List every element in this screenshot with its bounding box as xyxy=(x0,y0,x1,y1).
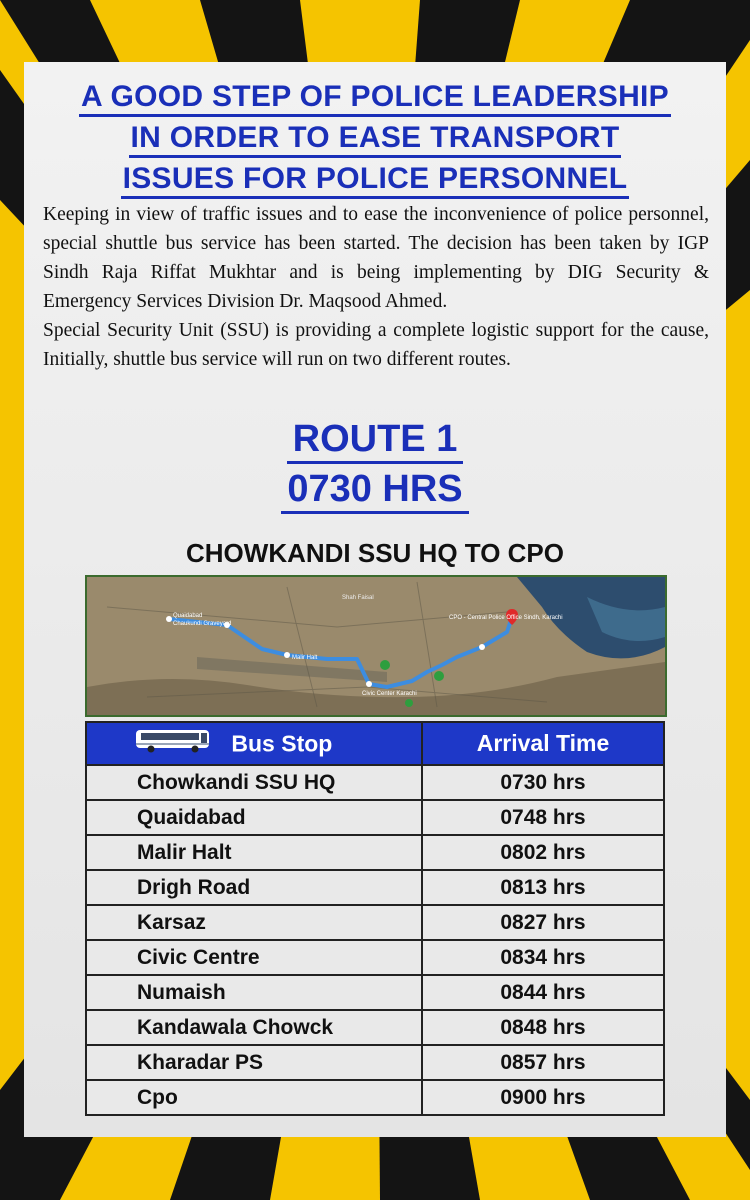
stop-name: Chowkandi SSU HQ xyxy=(86,765,422,800)
bus-icon xyxy=(135,728,211,760)
table-row xyxy=(86,835,664,870)
headline-line-3: ISSUES FOR POLICE PERSONNEL xyxy=(121,162,630,199)
header-bus-stop xyxy=(86,722,422,765)
intro-paragraph-2: Special Security Unit (SSU) is providing a complete logistic support for the cause, Initially, shuttle bus service will run on two different routes. xyxy=(43,320,709,370)
map-label-malir: Malir Halt xyxy=(292,655,318,661)
arrival-time: 0748 hrs xyxy=(422,800,664,835)
headline-line-1: A GOOD STEP OF POLICE LEADERSHIP xyxy=(79,80,671,117)
arrival-time: 0834 hrs xyxy=(422,940,664,975)
table-row xyxy=(86,800,664,835)
arrival-time: 0730 hrs xyxy=(422,765,664,800)
table-row xyxy=(86,870,664,905)
content-panel xyxy=(24,62,726,1137)
stop-name: Quaidabad xyxy=(86,800,422,835)
table-row xyxy=(86,1080,664,1115)
stop-name: Drigh Road xyxy=(86,870,422,905)
stop-name: Civic Centre xyxy=(86,940,422,975)
bus-schedule-table xyxy=(85,721,665,1116)
stop-name: Karsaz xyxy=(86,905,422,940)
arrival-time: 0844 hrs xyxy=(422,975,664,1010)
map-label-area: Shah Faisal xyxy=(342,595,374,601)
table-header-row xyxy=(86,722,664,765)
map-label-civic: Civic Center Karachi xyxy=(362,691,417,697)
stop-name: Kandawala Chowck xyxy=(86,1010,422,1045)
header-arrival-time: Arrival Time xyxy=(422,722,664,765)
stop-name: Kharadar PS xyxy=(86,1045,422,1080)
route-label: ROUTE 1 xyxy=(287,417,464,464)
map-label-cpo: CPO - Central Police Office Sindh, Karachi xyxy=(449,615,563,621)
route-map xyxy=(85,575,667,717)
stop-name: Cpo xyxy=(86,1080,422,1115)
route-map-image xyxy=(87,577,665,715)
table-row xyxy=(86,765,664,800)
table-row xyxy=(86,905,664,940)
table-row xyxy=(86,1010,664,1045)
table-row xyxy=(86,975,664,1010)
arrival-time: 0827 hrs xyxy=(422,905,664,940)
route-title: CHOWKANDI SSU HQ TO CPO xyxy=(186,538,564,568)
headline xyxy=(24,76,726,199)
arrival-time: 0813 hrs xyxy=(422,870,664,905)
header-bus-stop-label: Bus Stop xyxy=(231,730,333,756)
stop-name: Malir Halt xyxy=(86,835,422,870)
stop-name: Numaish xyxy=(86,975,422,1010)
intro-text xyxy=(43,200,709,374)
table-row xyxy=(86,940,664,975)
map-label-graveyard: Chaukundi Graveyard xyxy=(173,621,232,627)
table-row xyxy=(86,1045,664,1080)
route-time: 0730 HRS xyxy=(281,467,468,514)
arrival-time: 0900 hrs xyxy=(422,1080,664,1115)
arrival-time: 0848 hrs xyxy=(422,1010,664,1045)
map-label-origin: Quaidabad xyxy=(173,613,203,619)
arrival-time: 0802 hrs xyxy=(422,835,664,870)
route-heading xyxy=(24,414,726,514)
arrival-time: 0857 hrs xyxy=(422,1045,664,1080)
intro-paragraph-1: Keeping in view of traffic issues and to ease the inconvenience of police personnel, special shuttle bus service has been started. The decision has been taken by IGP Sindh Raja Riffat Mukhtar and is being implementing by DIG Security & Emergency Services Division Dr. Maqsood Ahmed. xyxy=(43,204,709,312)
headline-line-2: IN ORDER TO EASE TRANSPORT xyxy=(129,121,622,158)
